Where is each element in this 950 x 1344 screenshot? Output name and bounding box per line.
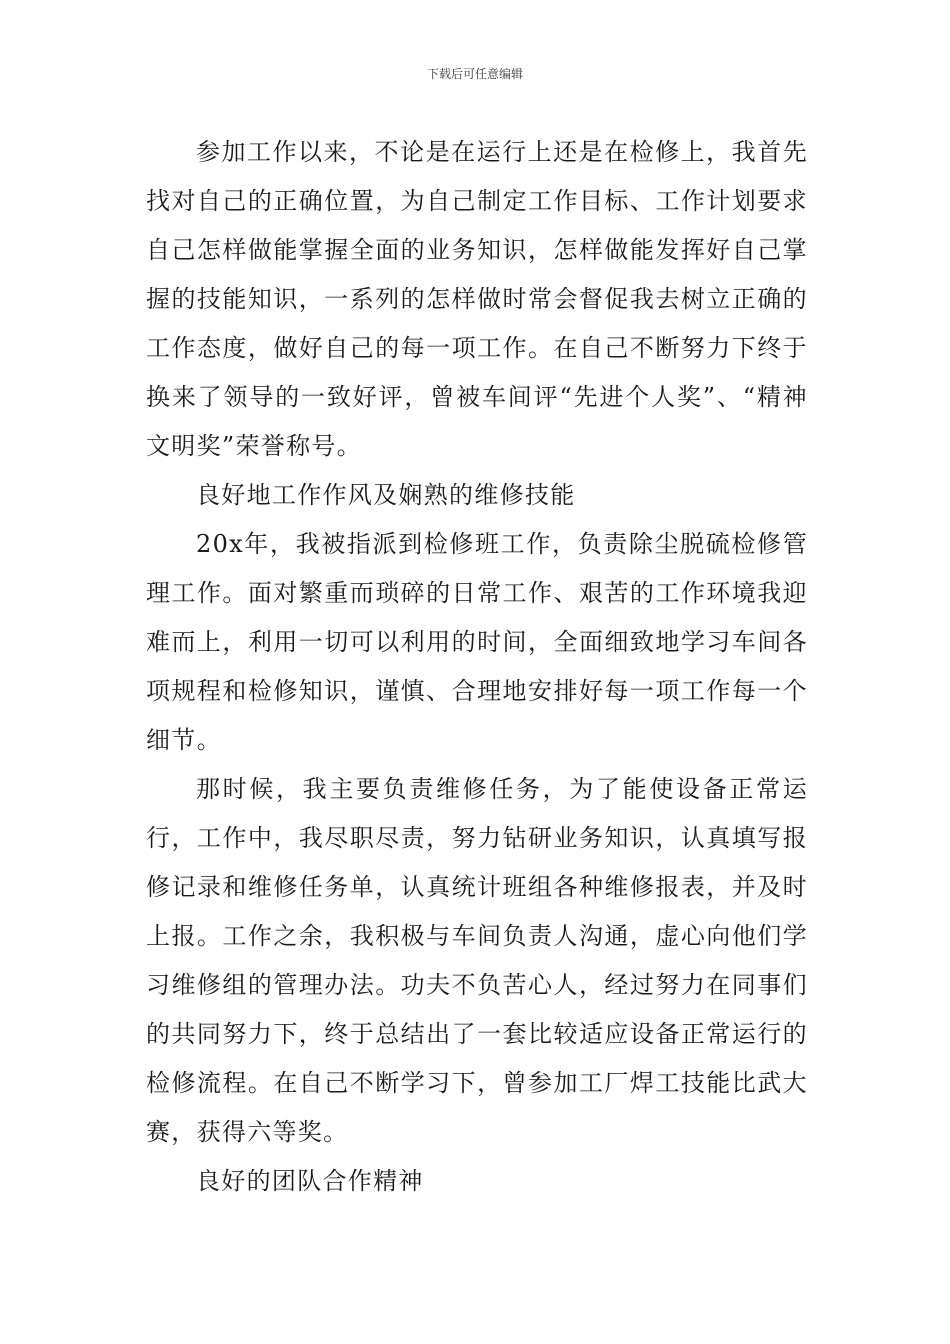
section-heading-work-style: 良好地工作作风及娴熟的维修技能 [196,481,576,509]
paragraph-maintenance-duties: 那时候，我主要负责维修任务，为了能使设备正常运行，工作中，我尽职尽责，努力钻研业务知识，认真填写报修记录和维修任务单，认真统计班组各种维修报表，并及时上报。工作之余，我积极与车间负责人沟通，虚心向他们学习维修组的管理办法。功夫不负苦心人，经过努力在同事们的共同努力下，终于总结出了一套比较适应设备正常运行的检修流程。在自己不断学习下，曾参加工厂焊工技能比武大赛，获得六等奖。 [146,775,808,1146]
section-heading-teamwork: 良好的团队合作精神 [196,1167,424,1195]
page-header: 下载后可任意编辑 [426,67,523,81]
paragraph-work-experience: 参加工作以来，不论是在运行上还是在检修上，我首先找对自己的正确位置，为自己制定工作目标、工作计划要求自己怎样做能掌握全面的业务知识，怎样做能发挥好自己掌握的技能知识，一系列的怎样做时常会督促我去树立正确的工作态度，做好自己的每一项工作。在自己不断努力下终于换来了领导的一致好评，曾被车间评“先进个人奖”、“精神文明奖”荣誉称号。 [146,138,808,460]
paragraph-maintenance-assignment: 20x年，我被指派到检修班工作，负责除尘脱硫检修管理工作。面对繁重而琐碎的日常工作、艰苦的工作环境我迎难而上，利用一切可以利用的时间，全面细致地学习车间各项规程和检修知识，谨慎、合理地安排好每一项工作每一个细节。 [146,530,808,754]
document-body [146,128,808,1206]
